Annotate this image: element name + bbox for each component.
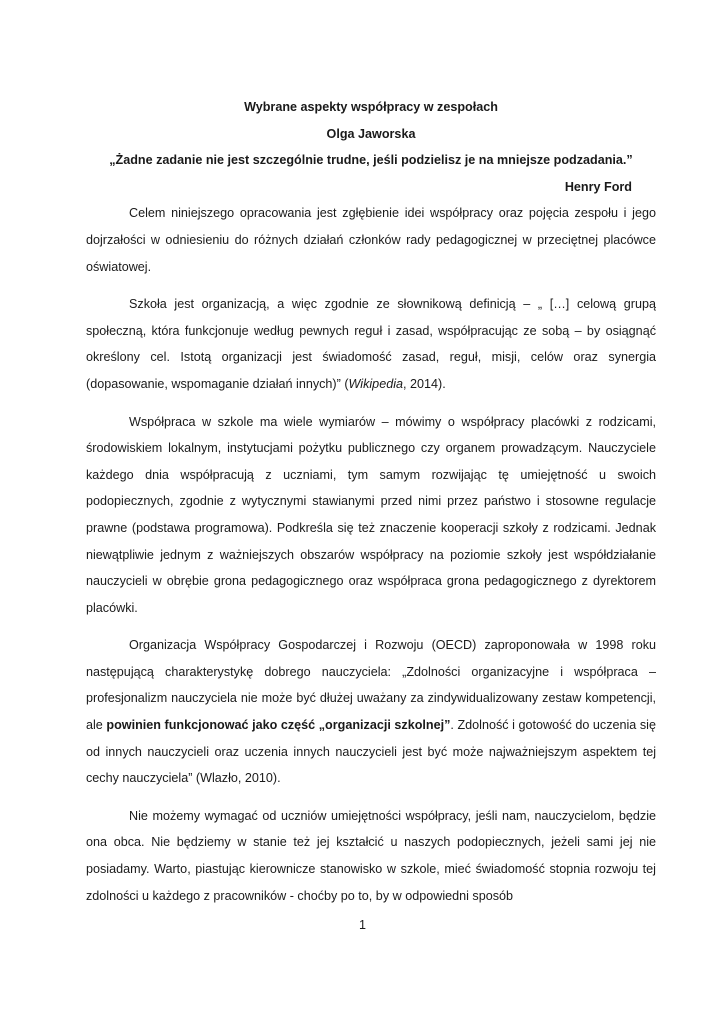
paragraph-cooperation: Współpraca w szkole ma wiele wymiarów – mówimy o współpracy placówki z rodzicami, środowiskiem lokalnym, instytucjami pożytku publicznego czy organem prowadzącym. Nauczyciele każdego dnia współpracują z uczniami, tym samym rozwijając tę umiejętność u swoich podopiecznych, zgodnie z wytycznymi stawianymi przed nimi przez państwo i stosowne regulacje prawne (podstawa programowa). Podkreśla się też znaczenie kooperacji szkoły z rodzicami. Jednak niewątpliwie jednym z ważniejszych obszarów współpracy na poziomie szkoły jest współdziałanie nauczycieli w obrębie grona pedagogicznego oraz współpraca grona pedagogicznego z dyrektorem placówki. (86, 414, 656, 615)
author-name: Olga Jaworska (326, 126, 416, 141)
motto-quote: „Żadne zadanie nie jest szczególnie trudne, jeśli podzielisz je na mniejsze podzadania.” (109, 153, 633, 168)
paragraph-skills: Nie możemy wymagać od uczniów umiejętności współpracy, jeśli nam, nauczycielom, będzie ona obca. Nie będziemy w stanie też jej kształcić u naszych podopiecznych, jeżeli sami jej nie posiadamy. Warto, piastując kierownicze stanowisko w szkole, mieć świadomość stopnia rozwoju tej zdolności u każdego z pracowników - choćby po to, by w odpowiedni sposób (86, 808, 656, 903)
emphasis-text: powinien funkcjonować jako część „organizacji szkolnej” (106, 718, 451, 733)
paragraph-oecd-end: . Zdolność i gotowość do uczenia się od innych nauczycieli oraz uczenia innych nauczycieli jest być może najważniejszym aspektem tej cechy nauczyciela” (Wlazło, 2010). (86, 718, 656, 786)
paragraph-definition-end: , 2014). (403, 376, 446, 391)
citation-source: Wikipedia (348, 376, 403, 391)
page-number: 1 (358, 918, 366, 932)
document-title: Wybrane aspekty współpracy w zespołach (244, 100, 498, 114)
motto-author: Henry Ford (564, 179, 632, 194)
paragraph-definition-text: Szkoła jest organizacją, a więc zgodnie ze słownikową definicją – „ […] celową grupą społeczną, która funkcjonuje według pewnych reguł i zasad, współpracując ze sobą – by osiągnąć określony cel. Istotą organizacji jest świadomość zasad, reguł, misji, celów oraz synergia (dopasowanie, wspomaganie działań innych)” ( (86, 297, 656, 391)
paragraph-oecd (86, 632, 656, 792)
paragraph-intro: Celem niniejszego opracowania jest zgłębienie idei współpracy oraz pojęcia zespołu i jego dojrzałości w odniesieniu do różnych działań członków rady pedagogicznej w przeciętnej placówce oświatowej. (86, 206, 656, 274)
paragraph-oecd-text: Organizacja Współpracy Gospodarczej i Rozwoju (OECD) zaproponowała w 1998 roku następującą charakterystykę dobrego nauczyciela: „Zdolności organizacyjne i współpraca – profesjonalizm nauczyciela nie może być dłużej uważany za zindywidualizowany zestaw kompetencji, ale (86, 638, 656, 733)
paragraph-definition (86, 291, 656, 397)
document-body (86, 94, 656, 920)
